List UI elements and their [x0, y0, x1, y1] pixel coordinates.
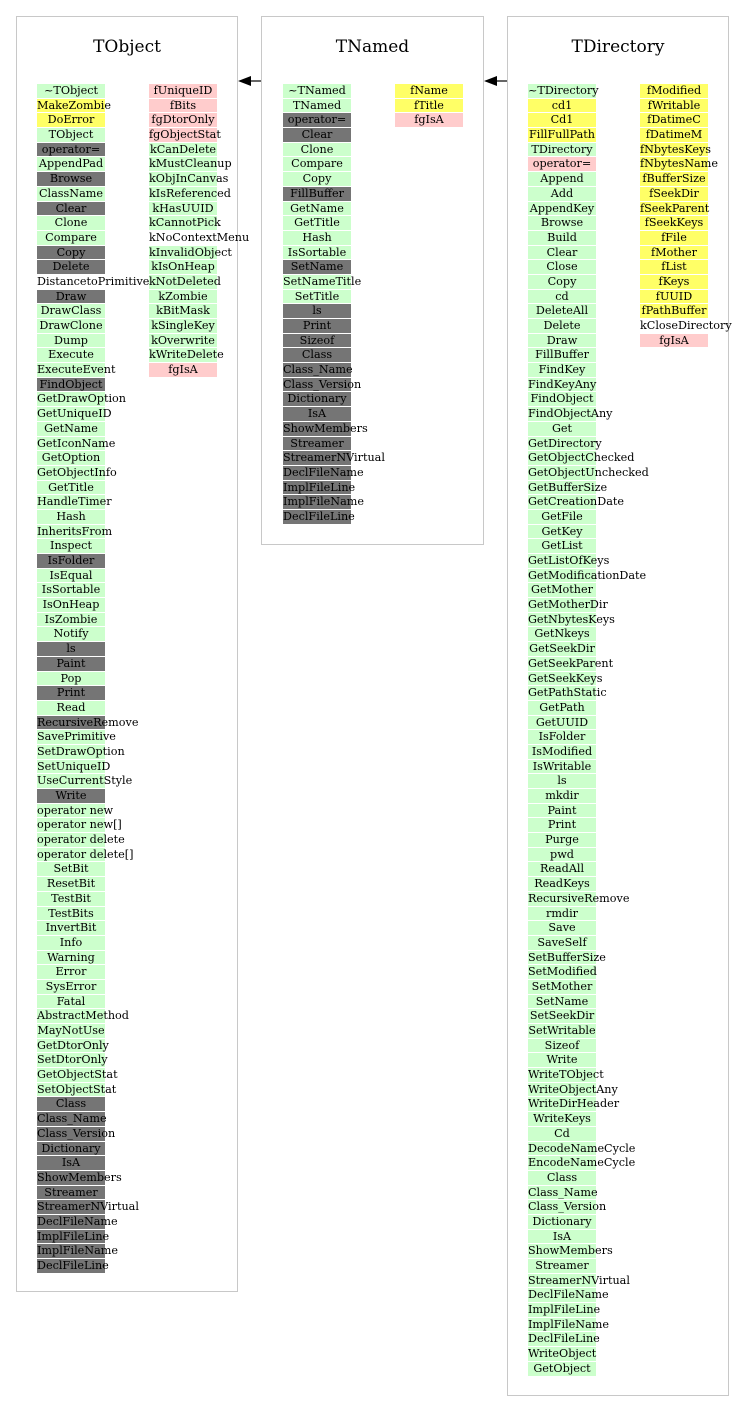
- method-cell: operator=: [528, 157, 596, 172]
- method-cell: GetDtorOnly: [37, 1038, 109, 1052]
- method-cell: MayNotUse: [37, 1024, 105, 1037]
- member-cell: fDatimeC: [640, 113, 708, 128]
- method-cell: GetListOfKeys: [528, 554, 610, 567]
- method-cell: SetSeekDir: [529, 1009, 595, 1023]
- method-cell: Cd1: [528, 113, 596, 128]
- method-cell: Class: [528, 1171, 596, 1186]
- method-cell: SetTitle: [283, 290, 351, 305]
- method-cell: Error: [37, 965, 105, 980]
- method-cell: pwd: [528, 848, 596, 863]
- method-cell: Hash: [37, 510, 105, 525]
- method-cell: Class_Version: [528, 1200, 607, 1214]
- method-cell: ExecuteEvent: [37, 363, 116, 377]
- method-cell: GetUUID: [528, 716, 596, 731]
- method-cell: Save: [528, 921, 596, 936]
- method-cell: GetPathStatic: [528, 686, 607, 700]
- method-cell: FindObjectAny: [528, 407, 613, 421]
- method-cell: FindObject: [37, 378, 105, 393]
- member-cell: kNoContextMenu: [149, 230, 250, 244]
- member-cell: kZombie: [149, 290, 217, 305]
- method-cell: GetCreationDate: [528, 495, 625, 509]
- member-cell: kBitMask: [149, 304, 217, 319]
- method-cell: ~TNamed: [283, 84, 351, 99]
- method-cell: Purge: [528, 833, 596, 848]
- method-cell: ImplFileLine: [528, 1303, 601, 1317]
- method-cell: GetDirectory: [528, 436, 602, 450]
- member-cell: kIsReferenced: [149, 186, 231, 200]
- method-cell: GetTitle: [283, 216, 351, 231]
- method-cell: InvertBit: [37, 921, 105, 936]
- method-cell: IsModified: [528, 745, 596, 760]
- method-cell: IsFolder: [528, 730, 596, 745]
- method-cell: SetName: [528, 995, 596, 1010]
- method-cell: Class: [37, 1097, 105, 1112]
- method-cell: AbstractMethod: [37, 1009, 129, 1023]
- method-cell: SetDtorOnly: [37, 1053, 108, 1067]
- method-cell: operator new: [37, 803, 114, 817]
- member-cell: fgDtorOnly: [149, 113, 217, 128]
- method-cell: Execute: [37, 348, 105, 363]
- method-cell: FillBuffer: [528, 348, 596, 363]
- member-cell: fPathBuffer: [641, 304, 707, 318]
- method-cell: cd1: [528, 99, 596, 114]
- method-cell: GetObjectUnchecked: [528, 465, 649, 479]
- method-cell: IsFolder: [37, 554, 105, 569]
- member-cell: fDatimeM: [640, 128, 708, 143]
- method-cell: AppendKey: [529, 201, 595, 215]
- method-cell: SetModified: [528, 965, 597, 979]
- member-cell: fKeys: [640, 275, 708, 290]
- method-cell: ShowMembers: [528, 1244, 613, 1258]
- member-cell: fSeekDir: [640, 187, 708, 202]
- method-cell: IsOnHeap: [37, 598, 105, 613]
- method-cell: EncodeNameCycle: [528, 1156, 636, 1170]
- method-cell: MakeZombie: [37, 98, 112, 112]
- method-cell: DeclFileLine: [283, 509, 355, 523]
- method-cell: Notify: [37, 627, 105, 642]
- method-cell: ReadAll: [528, 862, 596, 877]
- member-cell: fgIsA: [395, 113, 463, 128]
- method-cell: Cd: [528, 1127, 596, 1142]
- member-cell: fNbytesName: [640, 157, 718, 171]
- method-cell: FindKeyAny: [528, 377, 597, 391]
- method-cell: GetFile: [528, 510, 596, 525]
- member-cell: fTitle: [395, 99, 463, 114]
- method-cell: IsZombie: [37, 613, 105, 628]
- member-cell: fModified: [640, 84, 708, 99]
- method-cell: Inspect: [37, 539, 105, 554]
- method-cell: Streamer: [37, 1186, 105, 1201]
- method-cell: FindObject: [528, 392, 596, 407]
- method-cell: ImplFileName: [283, 495, 364, 509]
- method-cell: DeclFileLine: [37, 1259, 109, 1272]
- method-cell: Browse: [37, 172, 105, 187]
- method-cell: SetObjectStat: [37, 1082, 117, 1096]
- method-cell: DoError: [37, 113, 105, 128]
- method-cell: operator=: [283, 113, 351, 128]
- method-cell: ~TObject: [37, 84, 105, 99]
- method-cell: GetSeekKeys: [528, 671, 603, 685]
- method-cell: operator delete[]: [37, 847, 134, 861]
- method-cell: Copy: [37, 246, 105, 261]
- method-cell: DeclFileName: [283, 465, 364, 479]
- method-cell: GetOption: [37, 451, 105, 466]
- method-cell: Delete: [37, 260, 105, 275]
- method-cell: Build: [528, 231, 596, 246]
- member-cell: kHasUUID: [149, 202, 217, 217]
- method-cell: Print: [37, 686, 105, 701]
- method-cell: GetName: [283, 202, 351, 217]
- method-cell: GetDrawOption: [37, 392, 126, 406]
- method-cell: TObject: [37, 128, 105, 143]
- method-cell: ImplFileName: [528, 1317, 609, 1331]
- method-cell: DeclFileName: [37, 1214, 118, 1228]
- method-cell: Compare: [37, 231, 105, 246]
- member-cell: fSeekKeys: [640, 216, 708, 231]
- method-cell: Get: [528, 422, 596, 437]
- method-cell: SetDrawOption: [37, 744, 125, 758]
- method-cell: DeclFileName: [528, 1288, 609, 1302]
- method-cell: Print: [283, 319, 351, 334]
- method-cell: StreamerNVirtual: [37, 1200, 139, 1214]
- method-cell: ~TDirectory: [528, 84, 599, 97]
- method-cell: GetMother: [528, 583, 596, 598]
- member-cell: fList: [640, 260, 708, 275]
- method-cell: SetNameTitle: [283, 274, 362, 288]
- method-cell: ImplFileLine: [283, 480, 356, 494]
- method-cell: Draw: [528, 334, 596, 349]
- method-cell: RecursiveRemove: [528, 891, 630, 905]
- method-cell: TDirectory: [528, 143, 596, 158]
- member-cell: kObjInCanvas: [149, 172, 229, 186]
- member-cell: kSingleKey: [149, 319, 217, 334]
- method-cell: rmdir: [528, 907, 596, 922]
- method-cell: Sizeof: [283, 334, 351, 349]
- method-cell: SetUniqueID: [37, 759, 111, 773]
- method-cell: GetIconName: [37, 436, 116, 450]
- method-cell: GetObjectInfo: [37, 465, 117, 479]
- class-title: TNamed: [335, 37, 410, 57]
- method-cell: AppendPad: [38, 157, 104, 171]
- method-cell: GetObjectStat: [37, 1068, 118, 1082]
- method-cell: Class_Version: [37, 1126, 116, 1140]
- member-cell: fFile: [640, 231, 708, 246]
- member-cell: kMustCleanup: [149, 157, 232, 171]
- method-cell: GetSeekParent: [528, 656, 614, 670]
- method-cell: TNamed: [283, 99, 351, 114]
- member-cell: kCanDelete: [149, 142, 217, 156]
- method-cell: IsWritable: [528, 760, 596, 775]
- member-cell: kNotDeleted: [149, 274, 221, 288]
- method-cell: Fatal: [37, 995, 105, 1010]
- method-cell: ImplFileLine: [37, 1229, 110, 1243]
- method-cell: GetModificationDate: [528, 568, 647, 582]
- method-cell: Delete: [528, 319, 596, 334]
- method-cell: Sizeof: [528, 1039, 596, 1054]
- method-cell: Class_Version: [283, 377, 362, 391]
- method-cell: UseCurrentStyle: [37, 774, 133, 788]
- method-cell: Class: [283, 348, 351, 363]
- method-cell: FillFullPath: [528, 128, 595, 142]
- member-cell: fBits: [149, 99, 217, 114]
- method-cell: WriteDirHeader: [528, 1097, 620, 1111]
- member-cell: kOverwrite: [149, 334, 217, 349]
- method-cell: TestBits: [37, 907, 105, 922]
- method-cell: ls: [528, 774, 596, 789]
- method-cell: GetPath: [528, 701, 596, 716]
- method-cell: ImplFileName: [37, 1244, 118, 1258]
- method-cell: SavePrimitive: [37, 730, 116, 744]
- member-list: [395, 84, 463, 128]
- method-list: [528, 84, 649, 1377]
- method-list: [283, 84, 385, 525]
- method-cell: ResetBit: [37, 877, 105, 892]
- method-cell: DecodeNameCycle: [528, 1141, 636, 1155]
- member-cell: fSeekParent: [640, 201, 710, 215]
- method-cell: Clone: [283, 143, 351, 158]
- method-cell: Warning: [37, 951, 105, 966]
- method-cell: Print: [528, 818, 596, 833]
- member-cell: fMother: [640, 246, 708, 261]
- method-cell: ShowMembers: [37, 1170, 122, 1184]
- method-cell: SetWritable: [528, 1024, 596, 1037]
- method-cell: GetList: [528, 539, 596, 554]
- method-cell: GetBufferSize: [528, 480, 608, 494]
- member-list: [149, 84, 250, 378]
- method-list: [37, 84, 150, 1274]
- method-cell: HandleTimer: [37, 495, 112, 509]
- method-cell: IsA: [528, 1230, 596, 1245]
- method-cell: Streamer: [283, 437, 351, 452]
- method-cell: mkdir: [528, 789, 596, 804]
- method-cell: StreamerNVirtual: [528, 1273, 630, 1287]
- method-cell: GetTitle: [37, 481, 105, 496]
- method-cell: IsEqual: [37, 569, 105, 584]
- method-cell: DrawClone: [37, 319, 105, 334]
- method-cell: Paint: [528, 804, 596, 819]
- member-cell: fWritable: [640, 99, 708, 114]
- method-cell: InheritsFrom: [37, 524, 113, 538]
- method-cell: StreamerNVirtual: [283, 451, 385, 465]
- method-cell: Dictionary: [37, 1142, 105, 1157]
- arrowhead: [238, 76, 251, 86]
- method-cell: GetMotherDir: [528, 598, 608, 612]
- method-cell: operator=: [37, 143, 105, 158]
- method-cell: Dictionary: [528, 1215, 596, 1230]
- method-cell: Read: [37, 701, 105, 716]
- method-cell: GetNbytesKeys: [528, 612, 615, 626]
- method-cell: ClassName: [37, 187, 105, 202]
- method-cell: GetName: [37, 422, 105, 437]
- method-cell: IsSortable: [37, 583, 105, 598]
- method-cell: Copy: [528, 275, 596, 290]
- method-cell: SetName: [283, 260, 351, 275]
- member-cell: fName: [395, 84, 463, 99]
- method-cell: Info: [37, 936, 105, 951]
- method-cell: ShowMembers: [283, 421, 368, 435]
- member-cell: fUniqueID: [149, 84, 217, 99]
- method-cell: Class_Name: [528, 1185, 598, 1199]
- method-cell: Copy: [283, 172, 351, 187]
- method-cell: IsA: [283, 407, 351, 422]
- member-cell: fUUID: [640, 290, 708, 305]
- method-cell: WriteKeys: [528, 1112, 596, 1127]
- method-cell: SaveSelf: [528, 936, 596, 951]
- method-cell: IsA: [37, 1156, 105, 1171]
- method-cell: Paint: [37, 657, 105, 672]
- method-cell: cd: [528, 290, 596, 305]
- member-list: [640, 84, 732, 348]
- method-cell: Clone: [37, 216, 105, 231]
- method-cell: GetNkeys: [528, 627, 596, 642]
- class-title: TDirectory: [571, 37, 665, 57]
- method-cell: Write: [37, 789, 105, 804]
- method-cell: GetObjectChecked: [528, 451, 635, 465]
- method-cell: DrawClass: [37, 304, 105, 319]
- method-cell: SetBit: [37, 862, 105, 877]
- method-cell: Clear: [528, 246, 596, 261]
- member-cell: fgIsA: [640, 334, 708, 349]
- method-cell: ls: [37, 642, 105, 657]
- method-cell: GetKey: [528, 525, 596, 540]
- method-cell: Pop: [37, 672, 105, 687]
- method-cell: ReadKeys: [528, 877, 596, 892]
- member-cell: kCloseDirectory: [640, 319, 732, 332]
- method-cell: WriteTObject: [528, 1068, 604, 1082]
- method-cell: FindKey: [528, 363, 596, 378]
- method-cell: SysError: [37, 980, 105, 995]
- method-cell: ls: [283, 304, 351, 319]
- member-cell: kCannotPick: [149, 216, 221, 230]
- method-cell: RecursiveRemove: [37, 715, 139, 729]
- method-cell: GetUniqueID: [37, 407, 112, 421]
- method-cell: Close: [528, 260, 596, 275]
- member-cell: fgIsA: [149, 363, 217, 378]
- method-cell: operator delete: [37, 833, 125, 847]
- method-cell: SetBufferSize: [528, 950, 606, 964]
- method-cell: FillBuffer: [283, 187, 351, 202]
- method-cell: Dictionary: [283, 392, 351, 407]
- method-cell: Clear: [283, 128, 351, 143]
- method-cell: Clear: [37, 202, 105, 217]
- method-cell: DeleteAll: [528, 304, 596, 319]
- method-cell: Add: [528, 187, 596, 202]
- member-cell: kInvalidObject: [149, 245, 232, 259]
- method-cell: Write: [528, 1053, 596, 1068]
- method-cell: Draw: [37, 290, 105, 305]
- method-cell: WriteObjectAny: [528, 1082, 618, 1096]
- method-cell: Browse: [528, 216, 596, 231]
- method-cell: Hash: [283, 231, 351, 246]
- method-cell: Class_Name: [283, 363, 353, 377]
- member-cell: kIsOnHeap: [149, 260, 217, 275]
- method-cell: DeclFileLine: [528, 1332, 600, 1346]
- arrowhead: [484, 76, 497, 86]
- member-cell: kWriteDelete: [149, 348, 224, 362]
- method-cell: Append: [528, 172, 596, 187]
- member-cell: fNbytesKeys: [640, 142, 712, 156]
- method-cell: Dump: [37, 334, 105, 349]
- method-cell: GetObject: [528, 1362, 596, 1377]
- method-cell: Streamer: [528, 1259, 596, 1274]
- method-cell: operator new[]: [37, 818, 122, 832]
- method-cell: TestBit: [37, 892, 105, 907]
- method-cell: SetMother: [528, 980, 596, 995]
- method-cell: GetSeekDir: [529, 642, 595, 656]
- class-title: TObject: [93, 37, 161, 57]
- method-cell: IsSortable: [283, 246, 351, 261]
- member-cell: fgObjectStat: [149, 128, 221, 142]
- method-cell: WriteObject: [528, 1347, 597, 1361]
- method-cell: Class_Name: [37, 1112, 107, 1126]
- member-cell: fBufferSize: [640, 172, 708, 187]
- method-cell: Compare: [283, 157, 351, 172]
- method-cell: DistancetoPrimitive: [37, 274, 150, 288]
